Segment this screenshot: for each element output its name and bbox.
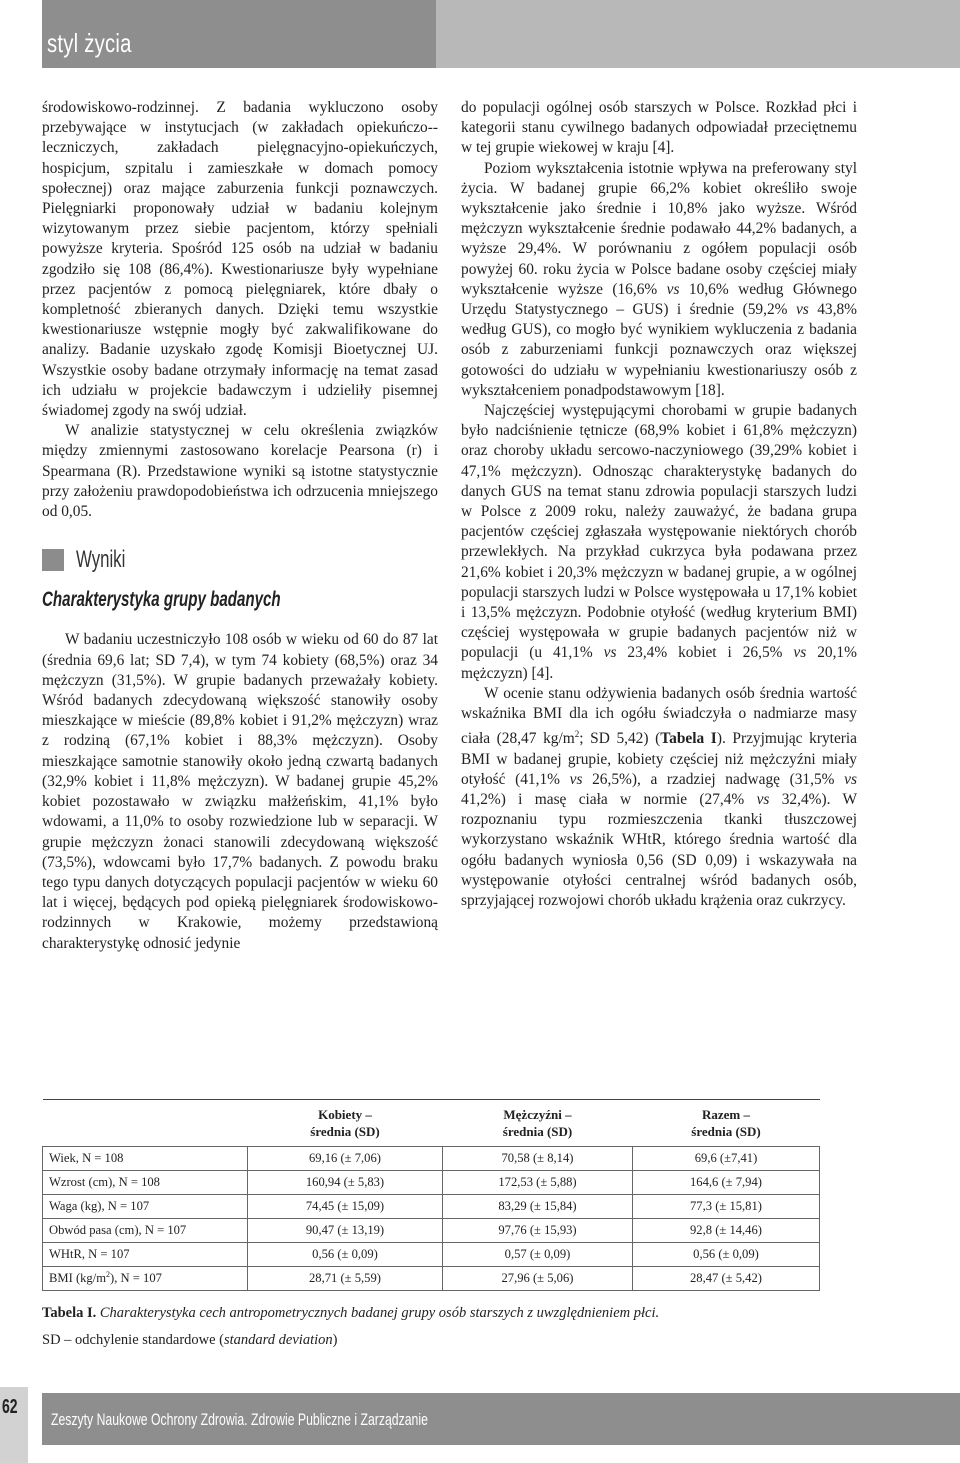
paragraph-statistics: W analizie statystycznej w celu określenia związków między zmiennymi zastosowano korelacje Pearsona (r) i Spearmana (R). Przedstawione wyniki są istotne statystycznie przy założeniu prawdopodobieństwa ich odrzucenia mniejszego od 0,05. xyxy=(42,422,438,521)
table-row xyxy=(43,1267,820,1291)
cell-women: 0,56 (± 0,09) xyxy=(248,1243,443,1267)
table-note: SD – odchylenie standardowe (standard deviation) xyxy=(42,1332,338,1348)
anthropometric-table xyxy=(42,1099,820,1291)
table-header-women: Kobiety – średnia (SD) xyxy=(248,1100,443,1147)
paragraph-results: W badaniu uczestniczyło 108 osób w wieku od 60 do 87 lat (średnia 69,6 lat; SD 7,4), w tym 74 kobiety (68,5%) oraz 34 mężczyzn (31,5%). W grupie badanych przeważały kobiety. Wśród badanych zdecydowaną większość stanowiły osoby mieszkające w mieście (89,8% kobiet i 91,2% mężczyzn) wraz z rodziną (67,1% kobiet i 88,3% mężczyzn). Osoby mieszkające samotnie stanowiły około jedną czwartą badanych (32,9% kobiet i 11,8% mężczyzn). W badanej grupie 45,2% kobiet pozostawało w związku małżeńskim, 41,1% było wdowami, a 11,0% to osoby rozwiedzione lub w separacji. W grupie mężczyzn żonaci stanowili zdecydowaną większość (73,5%), wdowcami było 17,7% badanych. Z powodu braku tego typu danych dotyczących populacji pacjentów w wieku 60 lat i więcej, będących pod opieką pielęgniarek środowiskowo-rodzinnych w Krakowie, możemy przedstawioną charakterystykę odnosić jedynie xyxy=(42,631,438,952)
section-square-icon xyxy=(42,549,64,571)
cell-women: 69,16 (± 7,06) xyxy=(248,1147,443,1171)
left-column xyxy=(42,98,438,954)
cell-men: 27,96 (± 5,06) xyxy=(443,1267,633,1291)
cell-total: 69,6 (±7,41) xyxy=(633,1147,820,1171)
cell-men: 97,76 (± 15,93) xyxy=(443,1219,633,1243)
row-label: Obwód pasa (cm), N = 107 xyxy=(43,1219,248,1243)
table-row xyxy=(43,1195,820,1219)
table-caption: Tabela I. Charakterystyka cech antropometrycznych badanej grupy osób starszych z uwzględnieniem płci. xyxy=(42,1305,660,1321)
header-section-title: styl życia xyxy=(47,28,132,58)
row-label: Waga (kg), N = 107 xyxy=(43,1195,248,1219)
cell-men: 70,58 (± 8,14) xyxy=(443,1147,633,1171)
table-row xyxy=(43,1219,820,1243)
cell-women: 28,71 (± 5,59) xyxy=(248,1267,443,1291)
paragraph-education: Poziom wykształcenia istotnie wpływa na preferowany styl życia. W badanej grupie 66,2% kobiet określiło swoje wykształcenie jako średnie i 10,8% jako wyższe. Wśród mężczyzn wykształcenie średnie podawało 44,2% badanych, a wyższe 29,4%. W porównaniu z ogółem populacji osób powyżej 60. roku życia w Polsce badane osoby częściej miały wykształcenie wyższe (16,6% vs 10,6% według Głównego Urzędu Statystycznego – GUS) i średnie (59,2% vs 43,8% według GUS), co mogło być wynikiem wykluczenia z badania osób z zaburzeniami funkcji poznawczych oraz większej gotowości do udziału w wypełnianiu kwestionariuszy osób z wykształceniem ponadpodstawowym [18]. xyxy=(461,159,857,399)
table-header-empty xyxy=(43,1100,248,1147)
section-heading xyxy=(42,545,438,575)
row-label: WHtR, N = 107 xyxy=(43,1243,248,1267)
journal-title: Zeszyty Naukowe Ochrony Zdrowia. Zdrowie Publiczne i Zarządzanie xyxy=(51,1410,428,1429)
row-label: Wiek, N = 108 xyxy=(43,1147,248,1171)
cell-total: 77,3 (± 15,81) xyxy=(633,1195,820,1219)
paragraph-population: do populacji ogólnej osób starszych w Polsce. Rozkład płci i kategorii stanu cywilnego badanych odpowiadał przeciętnemu w tej grupie wiekowej w kraju [4]. xyxy=(461,99,857,157)
cell-total: 164,6 (± 7,94) xyxy=(633,1171,820,1195)
table-row xyxy=(43,1243,820,1267)
cell-women: 90,47 (± 13,19) xyxy=(248,1219,443,1243)
paragraph-methods: środowiskowo-rodzinnej. Z badania wykluczono osoby przebywające w instytucjach (w zakładach opiekuńczo--leczniczych, zakładach pielęgnacyjno-opiekuńczych, hospicjum, szpitalu i zamieszkałe w domach pomocy społecznej) oraz mające zaburzenia funkcji poznawczych. Pielęgniarki proponowały udział w badaniu kolejnym wizytowanym przez siebie pacjentom, którzy spełniali powyższe kryteria. Spośród 125 osób na udział w badaniu zgodziło się 108 (86,4%). Kwestionariusze były wypełniane przez pacjentów z pomocą pielęgniarek, które dbały o kompletność zbieranych danych. Dzięki temu wszystkie kwestionariusze wstępnie mogły być zakwalifikowane do analizy. Badanie uzyskało zgodę Komisji Bioetycznej UJ. Wszystkie osoby badane otrzymały informację na temat zasad ich udziału w projekcie badawczym i udzieliły pisemnej świadomej zgody na swój udział. xyxy=(42,99,438,420)
table-header-row xyxy=(43,1100,820,1147)
table-row xyxy=(43,1171,820,1195)
table-reference-link[interactable]: Tabela I xyxy=(660,730,717,748)
cell-women: 160,94 (± 5,83) xyxy=(248,1171,443,1195)
section-title: Wyniki xyxy=(76,546,126,574)
row-label: BMI $(kg/m^2)$, N = 107 xyxy=(43,1267,248,1291)
paragraph-bmi: W ocenie stanu odżywienia badanych osób średnia wartość wskaźnika BMI dla ich ogółu świadczyła o nadmiarze masy ciała (28,47 $kg/m^2$; SD 5,42) (Tabela I). Przyjmując kryteria BMI w badanej grupie, kobiety częściej niż mężczyźni miały otyłość (41,1% vs 26,5%), a rzadziej nadwagę (31,5% vs 41,2%) i masę ciała w normie (27,4% vs 32,4%). W rozpoznaniu typu rozmieszczenia tkanki tłuszczowej wykorzystano wskaźnik WHtR, którego średnia wartość dla ogółu badanych wyniosła 0,56 (SD 0,09) i wskazywała na występowanie otyłości centralnej wśród badanych osób, sprzyjającej rozwojowi chorób układu krążenia oraz cukrzycy. xyxy=(461,684,858,910)
table-header-men: Mężczyźni – średnia (SD) xyxy=(443,1100,633,1147)
subsection-title: Charakterystyka grupy badanych xyxy=(42,588,281,612)
right-column xyxy=(461,98,857,911)
cell-total: 0,56 (± 0,09) xyxy=(633,1243,820,1267)
cell-men: 172,53 (± 5,88) xyxy=(443,1171,633,1195)
paragraph-diseases: Najczęściej występującymi chorobami w grupie badanych było nadciśnienie tętnicze (68,9% kobiet i 61,8% mężczyzn) oraz choroby układu sercowo-naczyniowego (39,29% kobiet i 47,1% mężczyzn). Odnosząc charakterystykę badanych do danych GUS na temat stanu zdrowia populacji starszych ludzi w Polsce z 2009 roku, należy zauważyć, że badana grupa pacjentów częściej zgłaszała występowanie niektórych chorób przewlekłych. Na przykład cukrzyca była podawana przez 21,6% kobiet i 20,3% mężczyzn w badanej grupie, a w ogólnej populacji starszych ludzi w Polsce występowała u 17,1% kobiet i 13,5% mężczyzn. Podobnie otyłość (według kryterium BMI) częściej występowała w grupie badanych pacjentów niż w populacji (u 41,1% vs 23,4% kobiet i 26,5% vs 20,1% mężczyzn) [4]. xyxy=(461,402,857,682)
cell-men: 83,29 (± 15,84) xyxy=(443,1195,633,1219)
table-row xyxy=(43,1147,820,1171)
cell-total: 28,47 (± 5,42) xyxy=(633,1267,820,1291)
cell-total: 92,8 (± 14,46) xyxy=(633,1219,820,1243)
page-number: 62 xyxy=(2,1396,18,1418)
cell-men: 0,57 (± 0,09) xyxy=(443,1243,633,1267)
row-label: Wzrost (cm), N = 108 xyxy=(43,1171,248,1195)
cell-women: 74,45 (± 15,09) xyxy=(248,1195,443,1219)
table-header-total: Razem – średnia (SD) xyxy=(633,1100,820,1147)
